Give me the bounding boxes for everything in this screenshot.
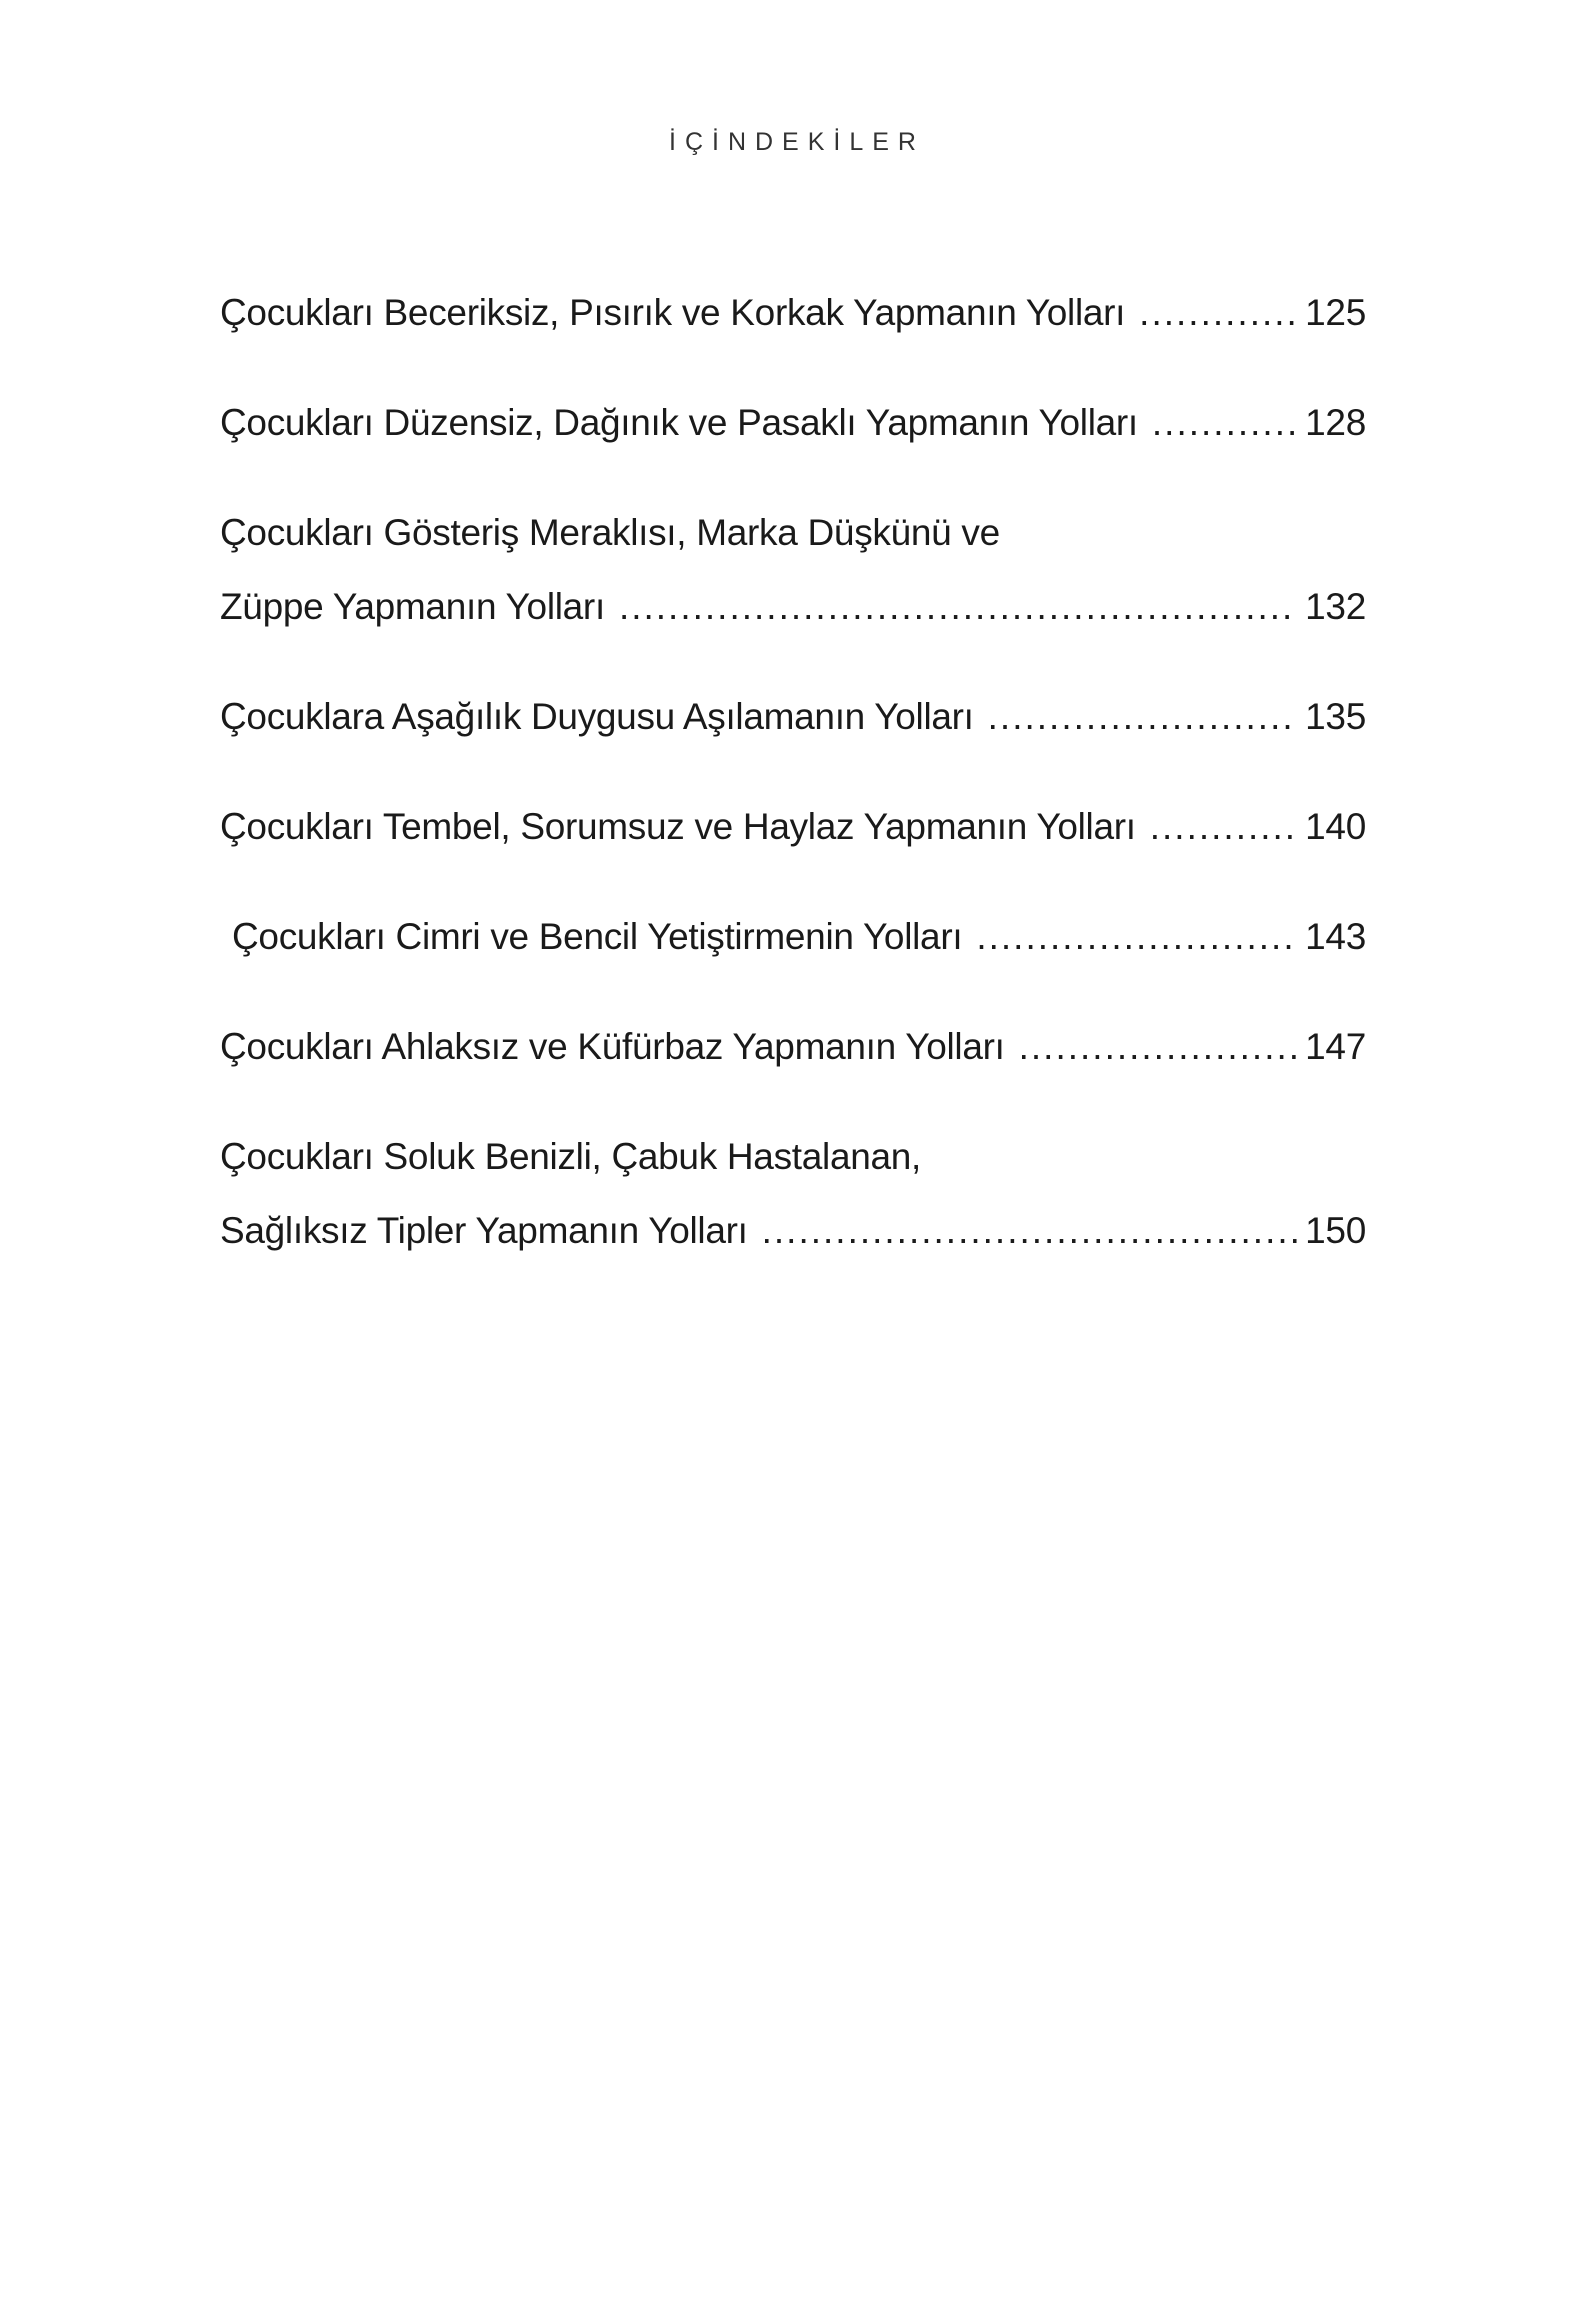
toc-entry-title: Çocukları Ahlaksız ve Küfürbaz Yapmanın Yolları — [220, 1026, 1005, 1067]
dot-leader — [976, 906, 1297, 968]
toc-line — [220, 1126, 1366, 1188]
toc-line — [220, 392, 1366, 454]
dot-leader — [1139, 282, 1297, 344]
toc-page-number: 135 — [1305, 696, 1366, 737]
toc-page-number: 147 — [1305, 1026, 1366, 1067]
toc-entry — [220, 1016, 1366, 1078]
dot-leader — [1019, 1016, 1298, 1078]
toc-line — [220, 576, 1366, 638]
toc-entry-title: Çocukları Soluk Benizli, Çabuk Hastalanan, — [220, 1136, 922, 1177]
toc-line — [220, 686, 1366, 748]
toc-entry — [220, 796, 1366, 858]
toc-entry — [220, 502, 1366, 638]
dot-leader — [1150, 796, 1297, 858]
toc-entry-title: Çocukları Cimri ve Bencil Yetiştirmenin Yolları — [232, 916, 963, 957]
toc-entry-title-continued: Züppe Yapmanın Yolları — [220, 586, 605, 627]
dot-leader — [988, 686, 1298, 748]
toc-entry-title: Çocukları Beceriksiz, Pısırık ve Korkak Yapmanın Yolları — [220, 292, 1126, 333]
toc-page-number: 150 — [1305, 1210, 1366, 1251]
toc-line — [220, 796, 1366, 858]
toc-page-number: 140 — [1305, 806, 1366, 847]
toc-page-number: 125 — [1305, 292, 1366, 333]
toc-entry — [220, 906, 1366, 968]
toc-line — [220, 906, 1366, 968]
toc-entry — [220, 1126, 1366, 1262]
dot-leader — [619, 576, 1297, 638]
toc-page-number: 132 — [1305, 586, 1366, 627]
toc-line — [220, 282, 1366, 344]
toc-page-number: 143 — [1305, 916, 1366, 957]
toc-page-number: 128 — [1305, 402, 1366, 443]
toc-entry — [220, 686, 1366, 748]
toc-entry — [220, 282, 1366, 344]
dot-leader — [762, 1200, 1298, 1262]
toc-entry-title: Çocuklara Aşağılık Duygusu Aşılamanın Yolları — [220, 696, 974, 737]
toc-entry-title: Çocukları Düzensiz, Dağınık ve Pasaklı Yapmanın Yolları — [220, 402, 1138, 443]
toc-entry — [220, 392, 1366, 454]
toc-line — [220, 1200, 1366, 1262]
toc-line — [220, 1016, 1366, 1078]
toc-line — [220, 502, 1366, 564]
dot-leader — [1152, 392, 1297, 454]
page-title: İÇİNDEKİLER — [669, 128, 925, 156]
toc-entry-title-continued: Sağlıksız Tipler Yapmanın Yolları — [220, 1210, 748, 1251]
toc-entry-title: Çocukları Gösteriş Meraklısı, Marka Düşkünü ve — [220, 512, 1000, 553]
table-of-contents — [220, 282, 1366, 1310]
toc-entry-title: Çocukları Tembel, Sorumsuz ve Haylaz Yapmanın Yolları — [220, 806, 1136, 847]
